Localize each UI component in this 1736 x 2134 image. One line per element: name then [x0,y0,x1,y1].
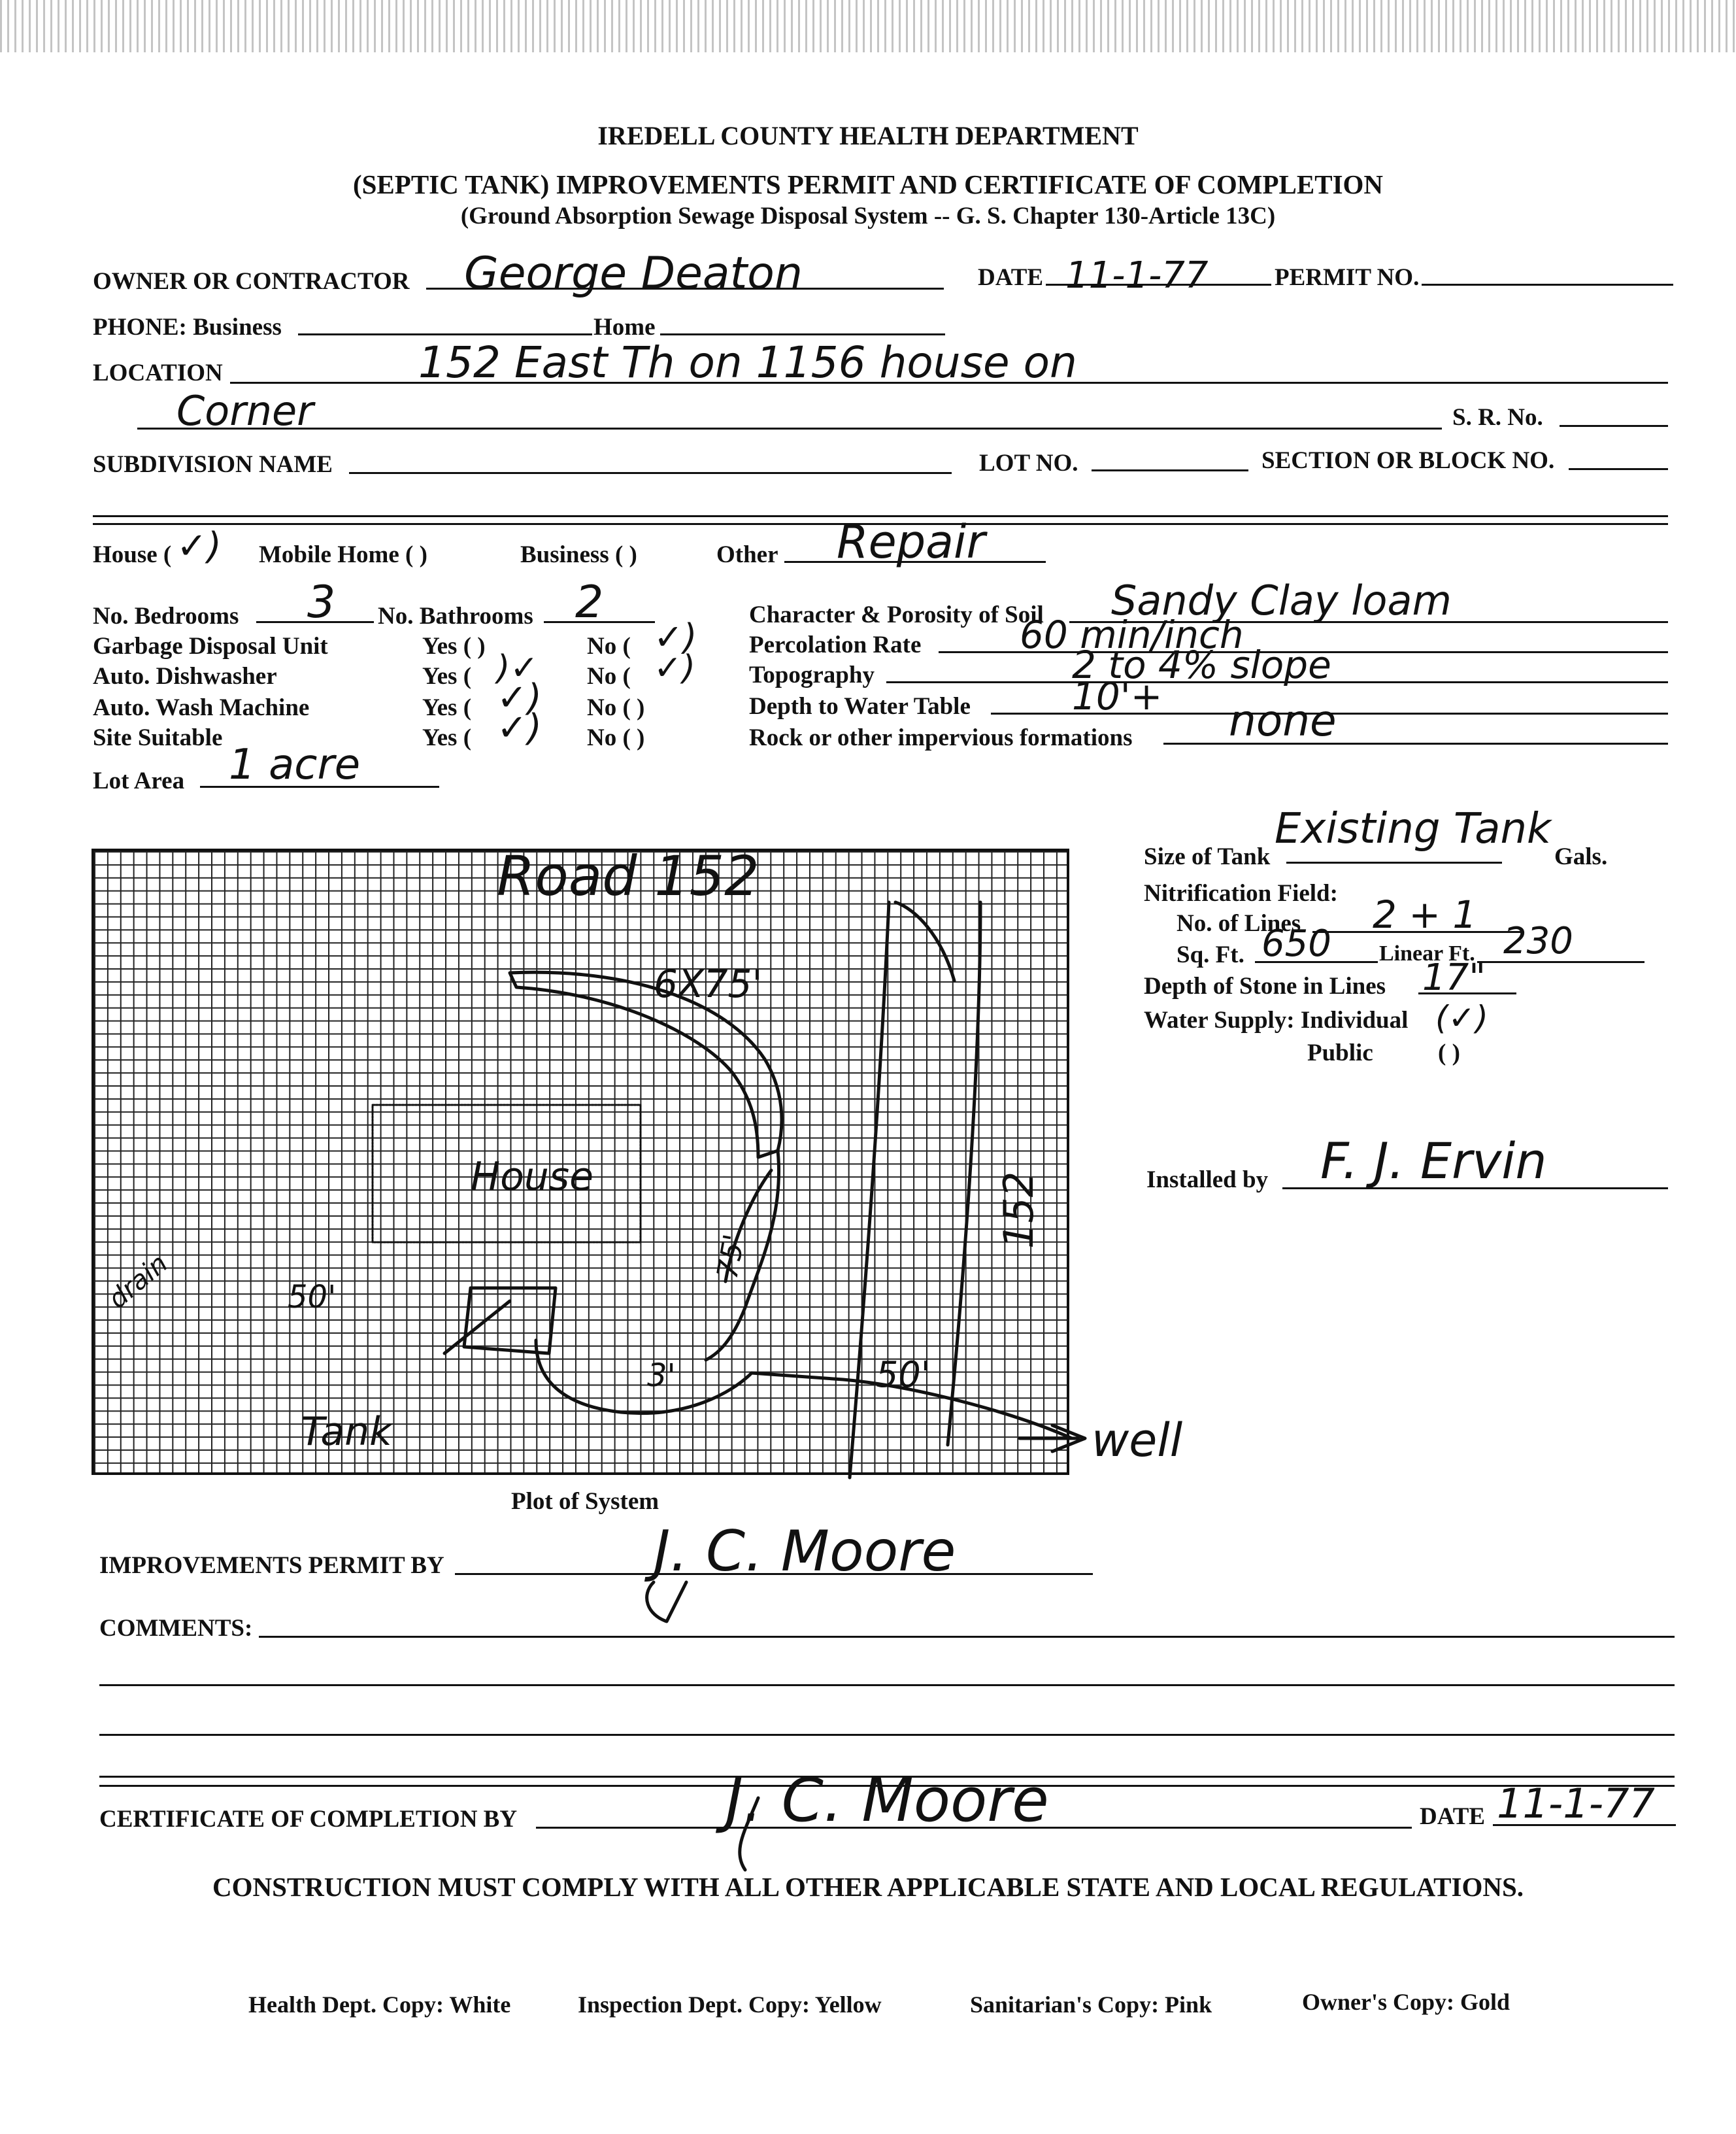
sketch-road-label: Road 152 [497,844,760,908]
location-line-2 [137,428,1442,430]
copy-sanitarian: Sanitarian's Copy: Pink [970,1991,1212,2018]
wash-machine-yes[interactable]: Yes ( [422,694,472,721]
home-line [660,333,945,335]
owner-label: OWNER OR CONTRACTOR [93,268,410,295]
home-label: Home [593,314,656,341]
tank-size-value[interactable]: Existing Tank [1275,805,1552,853]
water-supply-label: Water Supply: Individual [1144,1007,1409,1034]
copy-owner: Owner's Copy: Gold [1302,1989,1511,2015]
house-check[interactable]: ✓) [176,525,222,567]
sketch-drain-label: drain [103,1248,174,1315]
sq-ft-value[interactable]: 650 [1261,923,1331,965]
bedrooms-label: No. Bedrooms [93,603,239,630]
sketch-fifty-left: 50' [288,1279,337,1315]
dishwasher-no-check: ✓) [654,649,695,688]
cert-date-value[interactable]: 11-1-77 [1497,1780,1655,1827]
wash-machine-no[interactable]: No ( ) [587,694,645,721]
sr-no-line [1560,425,1668,427]
soil-value[interactable]: Sandy Clay loam [1111,577,1452,624]
garbage-yes[interactable]: Yes ( ) [422,633,486,660]
improvements-by-value[interactable]: J. C. Moore [654,1519,956,1584]
sr-no-label: S. R. No. [1452,404,1543,431]
lot-no-line [1092,469,1248,471]
lot-area-value[interactable]: 1 acre [229,741,361,789]
lot-area-label: Lot Area [93,768,185,794]
site-suitable-label: Site Suitable [93,724,223,751]
lot-no-label: LOT NO. [979,450,1078,477]
sq-ft-label: Sq. Ft. [1177,941,1244,968]
water-table-label: Depth to Water Table [749,693,971,720]
copy-health: Health Dept. Copy: White [248,1991,511,2018]
location-value-1[interactable]: 152 East Th on 1156 house on [418,337,1077,388]
certificate-by-value[interactable]: J. C. Moore [726,1765,1049,1835]
installed-by-value[interactable]: F. J. Ervin [1320,1132,1547,1190]
linear-ft-value[interactable]: 230 [1503,920,1573,962]
sketch-tank-label: Tank [301,1409,392,1455]
comments-line-2 [99,1684,1675,1686]
house-label: House ( [93,541,172,568]
topo-label: Topography [749,662,875,688]
section-label: SECTION OR BLOCK NO. [1261,447,1555,474]
rock-label: Rock or other impervious formations [749,724,1133,751]
tank-size-line [1286,862,1502,864]
sketch-seventy-five-label: 75' [710,1231,752,1281]
linear-ft-label: Linear Ft. [1379,941,1475,966]
stone-depth-value[interactable]: 17" [1422,957,1486,999]
certificate-by-label: CERTIFICATE OF COMPLETION BY [99,1806,518,1833]
phone-label: PHONE: Business [93,314,282,341]
water-table-value[interactable]: 10'+ [1072,674,1163,719]
comments-label: COMMENTS: [99,1615,253,1642]
comments-line-1 [259,1636,1675,1638]
comments-line-3 [99,1734,1675,1736]
mobile-home-label: Mobile Home ( ) [259,541,427,568]
compliance-notice: CONSTRUCTION MUST COMPLY WITH ALL OTHER APPLICABLE STATE AND LOCAL REGULATIONS. [212,1872,1524,1902]
copy-inspection: Inspection Dept. Copy: Yellow [578,1991,882,2018]
site-suitable-yes-check: ✓) [497,707,542,749]
perc-value[interactable]: 60 min/inch [1020,613,1244,657]
department-title: IREDELL COUNTY HEALTH DEPARTMENT [597,121,1139,150]
rock-value[interactable]: none [1229,696,1337,746]
wash-machine-yes-check: ✓) [497,677,542,719]
date-value[interactable]: 11-1-77 [1065,254,1209,297]
site-suitable-no[interactable]: No ( ) [587,724,645,751]
permit-no-label: PERMIT NO. [1275,264,1420,291]
sketch-dims-label: 6X75' [654,962,763,1006]
sketch-three-label: 3' [647,1357,676,1394]
location-value-2[interactable]: Corner [176,387,314,435]
dishwasher-no[interactable]: No ( [587,663,631,690]
sketch-well-label: well [1092,1414,1183,1467]
scan-noise [0,0,1736,52]
subdivision-line [349,472,952,474]
sketch-house-label: House [471,1154,594,1200]
bathrooms-value[interactable]: 2 [575,577,604,628]
no-lines-label: No. of Lines [1177,910,1301,937]
owner-value[interactable]: George Deaton [464,248,803,299]
public-label: Public [1307,1040,1373,1066]
dishwasher-yes[interactable]: Yes ( [422,663,472,690]
water-supply-individual-check[interactable]: (✓) [1435,999,1488,1037]
nitrification-label: Nitrification Field: [1144,880,1338,907]
site-suitable-yes[interactable]: Yes ( [422,724,472,751]
form-subtitle: (Ground Absorption Sewage Disposal System -- G. S. Chapter 130-Article 13C) [460,203,1276,229]
garbage-no[interactable]: No ( [587,633,631,660]
location-label: LOCATION [93,360,223,386]
wash-machine-label: Auto. Wash Machine [93,694,310,721]
perc-label: Percolation Rate [749,632,922,658]
dishwasher-label: Auto. Dishwasher [93,663,277,690]
public-paren[interactable]: ( ) [1438,1040,1460,1066]
plot-label: Plot of System [511,1488,659,1515]
gals-label: Gals. [1554,843,1608,870]
garbage-no-check: ✓) [654,617,697,658]
permit-no-line [1422,284,1673,286]
phone-line [298,333,592,335]
other-label: Other [716,541,778,568]
section-line [1569,468,1668,470]
tank-size-label: Size of Tank [1144,843,1271,870]
bedrooms-value[interactable]: 3 [307,577,336,628]
dishwasher-yes-check: )✓ [497,649,539,688]
business-label: Business ( ) [520,541,637,568]
date-label: DATE [978,264,1044,291]
bathrooms-label: No. Bathrooms [378,603,533,630]
garbage-label: Garbage Disposal Unit [93,633,328,660]
cert-date-label: DATE [1420,1803,1486,1830]
subdivision-label: SUBDIVISION NAME [93,451,333,478]
topo-value[interactable]: 2 to 4% slope [1072,643,1331,687]
soil-label: Character & Porosity of Soil [749,601,1044,628]
form-title: (SEPTIC TANK) IMPROVEMENTS PERMIT AND CERTIFICATE OF COMPLETION [352,169,1384,199]
no-lines-value[interactable]: 2 + 1 [1373,892,1477,937]
sketch-fifty-label: 50' [876,1354,931,1395]
improvements-by-label: IMPROVEMENTS PERMIT BY [99,1552,444,1579]
stone-depth-label: Depth of Stone in Lines [1144,973,1386,1000]
installed-by-label: Installed by [1146,1166,1269,1193]
sketch-152-label: 152 [995,1171,1043,1249]
other-value[interactable]: Repair [837,515,986,569]
